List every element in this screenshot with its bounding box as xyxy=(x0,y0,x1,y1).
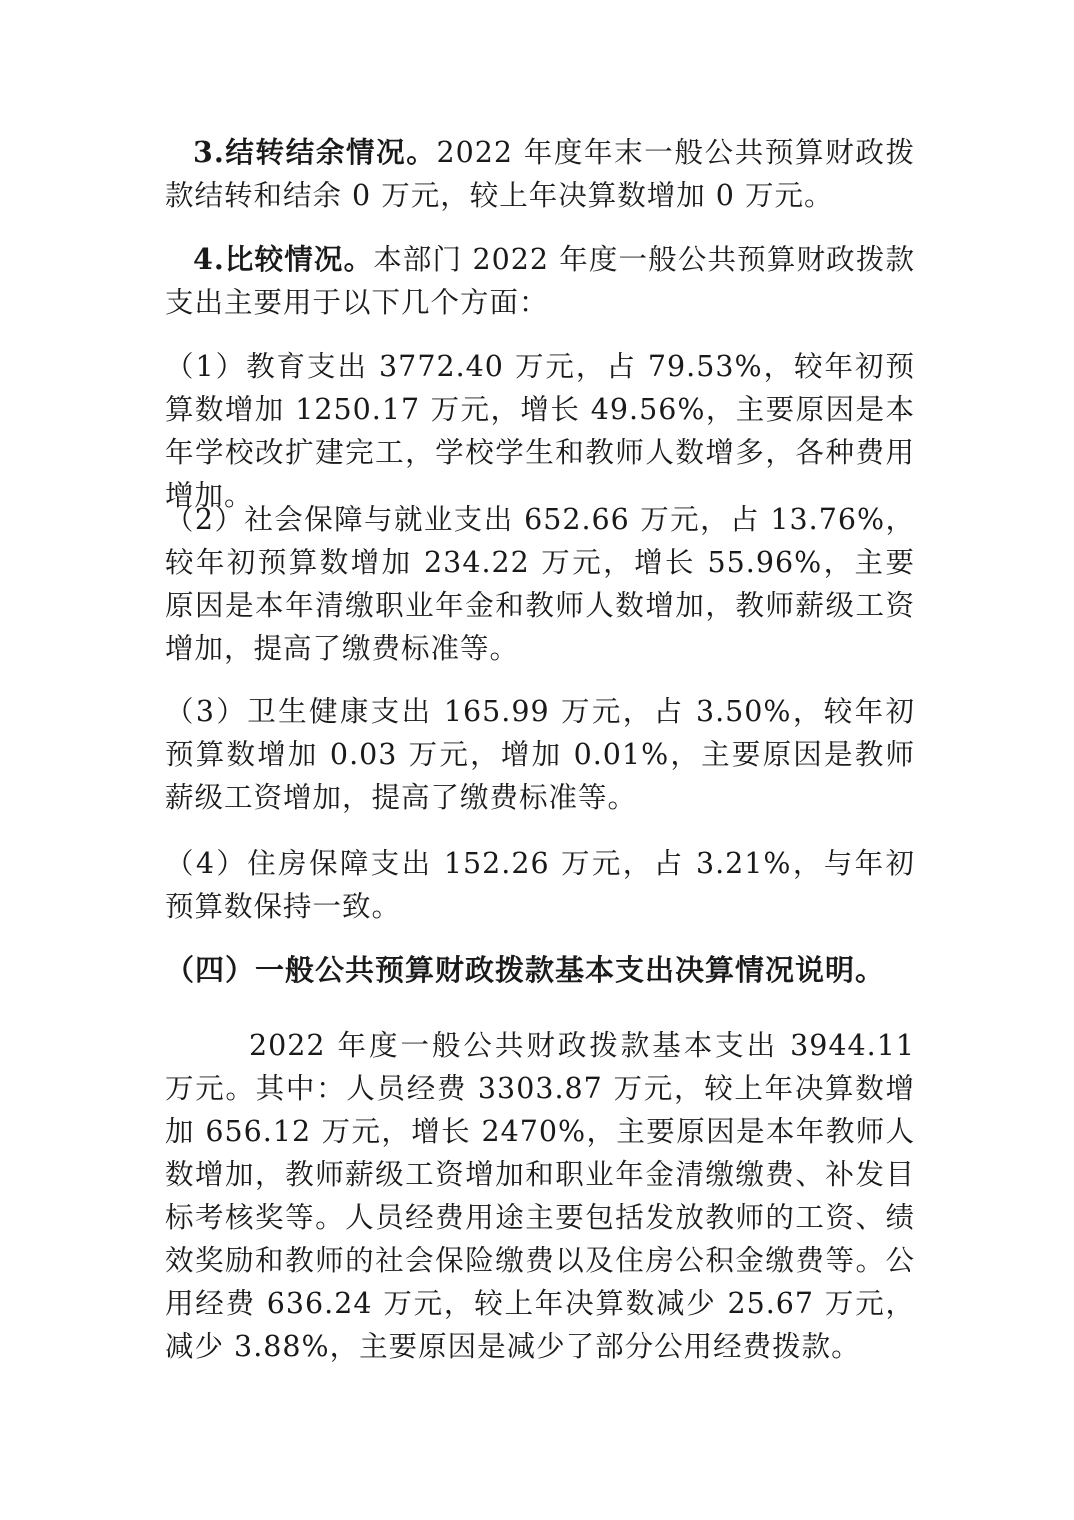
paragraph-carryover xyxy=(165,131,915,217)
section-body: 2022 年度一般公共财政拨款基本支出 3944.11 万元。其中：人员经费 3303.87 万元，较上年决算数增加 656.12 万元，增长 2470%，主要原因是本年教师人数增加，教师薪级工资增加和职业年金清缴缴费、补发目标考核奖等。人员经费用途主要包括发放教师的工资、绩效奖励和教师的社会保险缴费以及住房公积金缴费等。公用经费 636.24 万元，较上年决算数减少 25.67 万元，减少 3.88%，主要原因是减少了部分公用经费拨款。 xyxy=(165,1029,915,1363)
list-item-housing: （4）住房保障支出 152.26 万元，占 3.21%，与年初预算数保持一致。 xyxy=(165,847,915,923)
paragraph-comparison-text: 本部门 2022 年度一般公共预算财政拨款支出主要用于以下几个方面： xyxy=(165,243,915,319)
paragraph-comparison-heading: 4.比较情况。 xyxy=(193,242,374,276)
section-heading: （四）一般公共预算财政拨款基本支出决算情况说明。 xyxy=(165,953,886,987)
list-item-health: （3）卫生健康支出 165.99 万元，占 3.50%，较年初预算数增加 0.03 万元，增加 0.01%，主要原因是教师薪级工资增加，提高了缴费标准等。 xyxy=(165,695,915,814)
paragraph-carryover-text: 2022 年度年末一般公共预算财政拨款结转和结余 0 万元，较上年决算数增加 0 万元。 xyxy=(165,136,915,212)
paragraph-carryover-heading: 3.结转结余情况。 xyxy=(193,135,437,169)
list-item-education: （1）教育支出 3772.40 万元，占 79.53%，较年初预算数增加 1250.17 万元，增长 49.56%，主要原因是本年学校改扩建完工，学校学生和教师人数增多，各种费用增加。 xyxy=(165,350,915,512)
list-item-social-security: （2）社会保障与就业支出 652.66 万元，占 13.76%，较年初预算数增加 234.22 万元，增长 55.96%，主要原因是本年清缴职业年金和教师人数增加，教师薪级工资增加，提高了缴费标准等。 xyxy=(165,503,915,665)
paragraph-comparison xyxy=(165,238,915,324)
